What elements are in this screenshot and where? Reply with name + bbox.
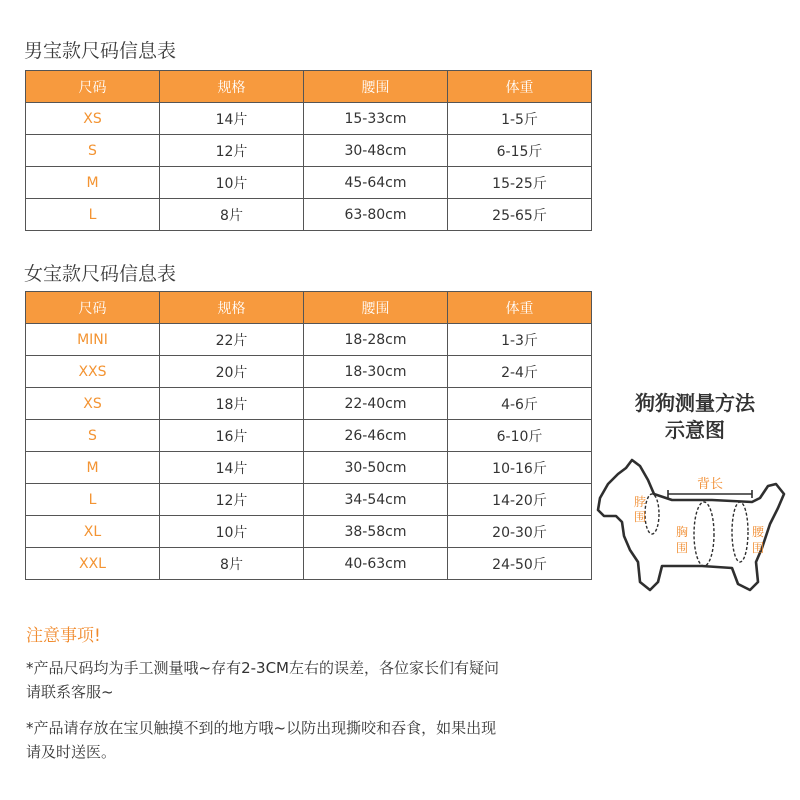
weight-cell: 24-50斤 (448, 548, 592, 580)
notes-title: 注意事项! (26, 626, 101, 646)
spec-cell: 22片 (160, 324, 304, 356)
note-line: *产品尺码均为手工测量哦~存有2-3CM左右的误差，各位家长们有疑问 (26, 659, 499, 677)
male-size-table (25, 70, 592, 231)
note-line: 请联系客服~ (26, 683, 114, 701)
table-row (26, 452, 592, 484)
weight-cell: 4-6斤 (448, 388, 592, 420)
chest-label-2: 围 (675, 541, 689, 555)
spec-cell: 12片 (160, 484, 304, 516)
neck-label-1: 脖 (633, 495, 647, 509)
size-cell: M (26, 452, 160, 484)
table-header-row (26, 292, 592, 324)
waist-cell: 18-30cm (304, 356, 448, 388)
weight-cell: 25-65斤 (448, 199, 592, 231)
dog-measure-diagram (592, 458, 792, 598)
waist-cell: 18-28cm (304, 324, 448, 356)
size-cell: S (26, 135, 160, 167)
waist-cell: 30-48cm (304, 135, 448, 167)
size-cell: L (26, 484, 160, 516)
weight-cell: 20-30斤 (448, 516, 592, 548)
spec-cell: 10片 (160, 167, 304, 199)
spec-cell: 8片 (160, 548, 304, 580)
size-cell: S (26, 420, 160, 452)
waist-label-2: 围 (751, 541, 765, 555)
female-size-table (25, 291, 592, 580)
table-row (26, 548, 592, 580)
header-spec: 规格 (160, 71, 304, 103)
table-row (26, 324, 592, 356)
header-spec: 规格 (160, 292, 304, 324)
waist-cell: 30-50cm (304, 452, 448, 484)
size-cell: XS (26, 103, 160, 135)
waist-cell: 26-46cm (304, 420, 448, 452)
weight-cell: 14-20斤 (448, 484, 592, 516)
weight-cell: 2-4斤 (448, 356, 592, 388)
header-weight: 体重 (448, 71, 592, 103)
back-length-label: 背长 (696, 477, 724, 492)
chest-label-1: 胸 (675, 525, 689, 539)
weight-cell: 6-10斤 (448, 420, 592, 452)
note-item-2 (26, 716, 606, 764)
table-row (26, 484, 592, 516)
size-cell: M (26, 167, 160, 199)
male-table-title: 男宝款尺码信息表 (24, 40, 177, 62)
spec-cell: 10片 (160, 516, 304, 548)
table-header-row (26, 71, 592, 103)
size-cell: L (26, 199, 160, 231)
waist-cell: 63-80cm (304, 199, 448, 231)
weight-cell: 1-3斤 (448, 324, 592, 356)
table-row (26, 356, 592, 388)
weight-cell: 15-25斤 (448, 167, 592, 199)
size-cell: XXL (26, 548, 160, 580)
note-line: 请及时送医。 (26, 743, 117, 761)
waist-label-1: 腰 (751, 525, 765, 539)
table-row (26, 199, 592, 231)
diagram-title-line1: 狗狗测量方法 (635, 391, 755, 415)
spec-cell: 20片 (160, 356, 304, 388)
size-cell: XS (26, 388, 160, 420)
size-cell: XXS (26, 356, 160, 388)
waist-cell: 22-40cm (304, 388, 448, 420)
header-weight: 体重 (448, 292, 592, 324)
spec-cell: 12片 (160, 135, 304, 167)
waist-cell: 34-54cm (304, 484, 448, 516)
waist-cell: 15-33cm (304, 103, 448, 135)
table-row (26, 388, 592, 420)
header-waist: 腰围 (304, 292, 448, 324)
header-waist: 腰围 (304, 71, 448, 103)
spec-cell: 16片 (160, 420, 304, 452)
spec-cell: 14片 (160, 452, 304, 484)
header-size: 尺码 (26, 292, 160, 324)
table-row (26, 167, 592, 199)
note-line: *产品请存放在宝贝触摸不到的地方哦~以防出现撕咬和吞食，如果出现 (26, 719, 497, 737)
weight-cell: 6-15斤 (448, 135, 592, 167)
weight-cell: 1-5斤 (448, 103, 592, 135)
neck-label-2: 围 (633, 510, 647, 524)
table-row (26, 135, 592, 167)
female-table-title: 女宝款尺码信息表 (24, 263, 177, 285)
table-row (26, 103, 592, 135)
diagram-title-line2: 示意图 (665, 418, 725, 442)
note-item-1 (26, 656, 606, 704)
spec-cell: 18片 (160, 388, 304, 420)
spec-cell: 14片 (160, 103, 304, 135)
diagram-title (600, 390, 790, 444)
weight-cell: 10-16斤 (448, 452, 592, 484)
size-cell: MINI (26, 324, 160, 356)
waist-cell: 45-64cm (304, 167, 448, 199)
spec-cell: 8片 (160, 199, 304, 231)
waist-cell: 38-58cm (304, 516, 448, 548)
size-cell: XL (26, 516, 160, 548)
header-size: 尺码 (26, 71, 160, 103)
table-row (26, 516, 592, 548)
waist-cell: 40-63cm (304, 548, 448, 580)
table-row (26, 420, 592, 452)
